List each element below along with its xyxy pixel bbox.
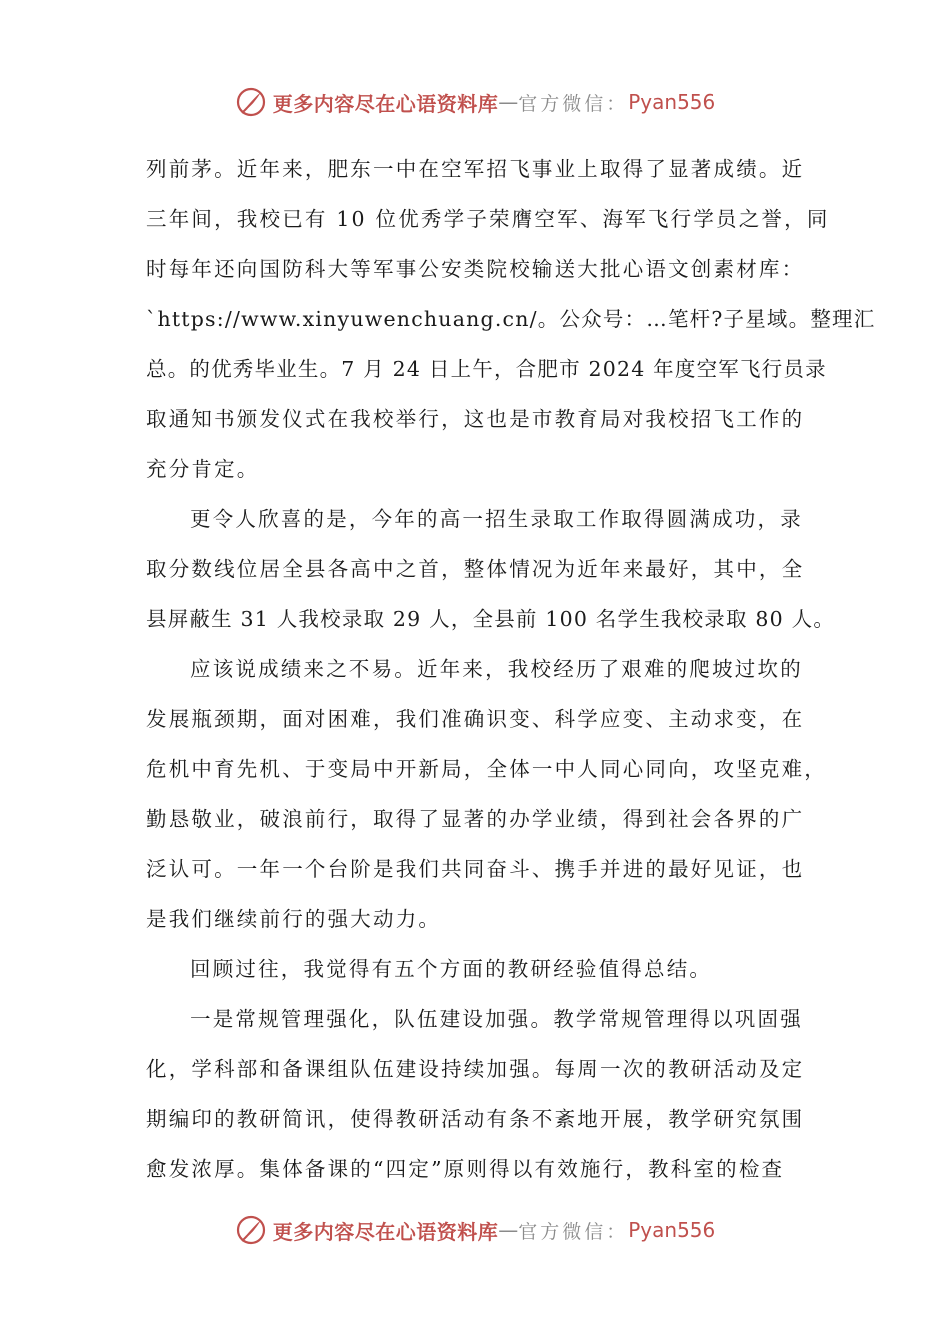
text-line: 泛认可。一年一个台阶是我们共同奋斗、携手并进的最好见证，也 (146, 857, 805, 881)
text-line: 取分数线位居全县各高中之首，整体情况为近年来最好，其中，全 (146, 557, 805, 581)
footer-separator: — (498, 1218, 519, 1242)
footer-wechat-id: Pyan556 (628, 1218, 716, 1242)
text-line: 三年间，我校已有 10 位优秀学子荣膺空军、海军飞行学员之誉，同 (146, 207, 830, 231)
text-line: 是我们继续前行的强大动力。 (146, 907, 442, 931)
text-line: 总。的优秀毕业生。7 月 24 日上午，合肥市 2024 年度空军飞行员录 (146, 357, 827, 381)
text-line: 愈发浓厚。集体备课的“四定”原则得以有效施行，教科室的检查 (146, 1157, 785, 1181)
text-line: 取通知书颁发仪式在我校举行，这也是市教育局对我校招飞工作的 (146, 407, 805, 431)
text-line: 期编印的教研简讯，使得教研活动有条不紊地开展，教学研究氛围 (146, 1107, 805, 1131)
quill-logo-icon (235, 1214, 267, 1246)
text-line: 勤恳敬业，破浪前行，取得了显著的办学业绩，得到社会各界的广 (146, 807, 805, 831)
paragraph-start-line: 回顾过往，我觉得有五个方面的教研经验值得总结。 (190, 957, 713, 981)
header-wechat-id: Pyan556 (628, 90, 716, 114)
text-line: `https://www.xinyuwenchuang.cn/。公众号：…笔杆?子星域。整理汇 (146, 307, 876, 331)
text-line: 充分肯定。 (146, 457, 260, 481)
text-line: 危机中育先机、于变局中开新局，全体一中人同心同向，攻坚克难， (146, 757, 827, 781)
header-separator: — (498, 90, 519, 114)
text-line: 化，学科部和备课组队伍建设持续加强。每周一次的教研活动及定 (146, 1057, 805, 1081)
header-banner (0, 82, 950, 122)
quill-logo-icon (235, 86, 267, 118)
paragraph-start-line: 应该说成绩来之不易。近年来，我校经历了艰难的爬坡过坎的 (190, 657, 803, 681)
footer-official-label: 官方微信： (518, 1220, 629, 1243)
paragraph-start-line: 更令人欣喜的是，今年的高一招生录取工作取得圆满成功，录 (190, 507, 803, 531)
header-brand-text: 更多内容尽在心语资料库 (272, 91, 499, 116)
document-body (146, 144, 876, 1194)
text-line: 列前茅。近年来，肥东一中在空军招飞事业上取得了显著成绩。近 (146, 157, 805, 181)
footer-banner (0, 1210, 950, 1250)
paragraph-start-line: 一是常规管理强化，队伍建设加强。教学常规管理得以巩固强 (190, 1007, 803, 1031)
text-line: 发展瓶颈期，面对困难，我们准确识变、科学应变、主动求变，在 (146, 707, 805, 731)
footer-brand-text: 更多内容尽在心语资料库 (272, 1219, 499, 1244)
text-line: 县屏蔽生 31 人我校录取 29 人，全县前 100 名学生我校录取 80 人。 (146, 607, 836, 631)
header-official-label: 官方微信： (518, 92, 629, 115)
text-line: 时每年还向国防科大等军事公安类院校输送大批心语文创素材库： (146, 257, 805, 281)
